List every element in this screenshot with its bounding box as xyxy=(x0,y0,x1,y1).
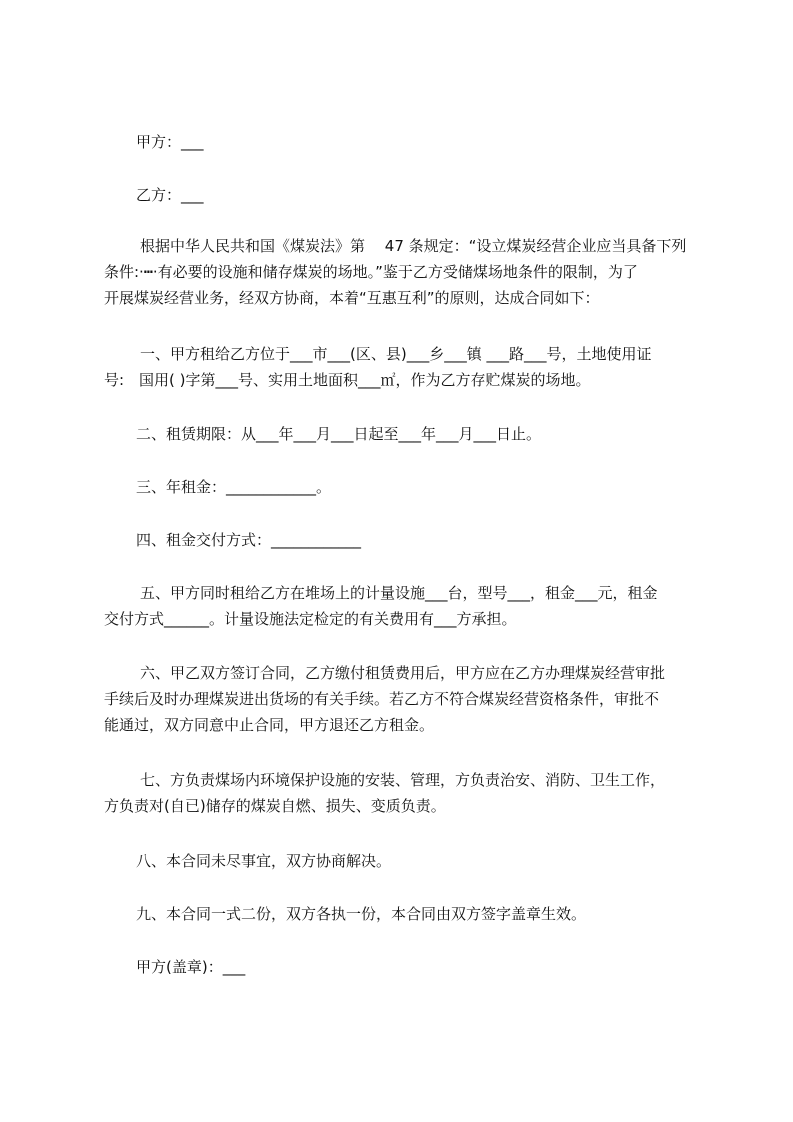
clause-1 xyxy=(104,341,704,393)
clause-7 xyxy=(104,767,704,819)
clause-line: 交付方式______。计量设施法定检定的有关费用有___方承担。 xyxy=(104,610,517,628)
clause-9: 九、本合同一式二份，双方各执一份，本合同由双方签字盖章生效。 xyxy=(136,905,587,923)
intro-line: 根据中华人民共和国《煤炭法》第 47 条规定：“设立煤炭经营企业应当具备下列 xyxy=(140,237,687,255)
clause-line: 一、甲方租给乙方位于___市___(区、县)___乡___镇 ___路___号，土地使用证 xyxy=(140,345,652,363)
clause-line: 能通过，双方同意中止合同，甲方退还乙方租金。 xyxy=(104,716,435,734)
intro-paragraph xyxy=(104,233,704,311)
clause-2: 二、租赁期限：从___年___月___日起至___年___月___日止。 xyxy=(136,425,542,443)
clause-line: 七、方负责煤场内环境保护设施的安装、管理，方负责治安、消防、卫生工作， xyxy=(140,771,666,789)
intro-line: 条件:·┅·有必要的设施和储存煤炭的场地。”鉴于乙方受储煤场地条件的限制，为了 xyxy=(104,263,638,281)
clause-line: 六、甲乙双方签订合同，乙方缴付租赁费用后，甲方应在乙方办理煤炭经营审批 xyxy=(140,664,666,682)
clause-line: 五、甲方同时租给乙方在堆场上的计量设施___台，型号___，租金___元，租金 xyxy=(140,584,658,602)
clause-line: 号: 国用( )字第___号、实用土地面积___㎡，作为乙方存贮煤炭的场地。 xyxy=(104,371,591,389)
party-a-line: 甲方：___ xyxy=(136,133,204,151)
party-b-line: 乙方：___ xyxy=(136,186,204,204)
clause-5 xyxy=(104,580,704,632)
clause-3: 三、年租金：____________。 xyxy=(136,478,332,496)
clause-line: 方负责对(自已)储存的煤炭自燃、损失、变质负责。 xyxy=(104,797,446,815)
clause-6 xyxy=(104,660,704,738)
clause-4: 四、租金交付方式：____________ xyxy=(136,531,362,549)
intro-line: 开展煤炭经营业务，经双方协商，本着“互惠互利”的原则，达成合同如下： xyxy=(104,289,600,307)
clause-8: 八、本合同未尽事宜，双方协商解决。 xyxy=(136,852,392,870)
clause-line: 手续后及时办理煤炭进出货场的有关手续。若乙方不符合煤炭经营资格条件，审批不 xyxy=(104,690,660,708)
signature-party-a: 甲方(盖章)：___ xyxy=(136,958,246,976)
